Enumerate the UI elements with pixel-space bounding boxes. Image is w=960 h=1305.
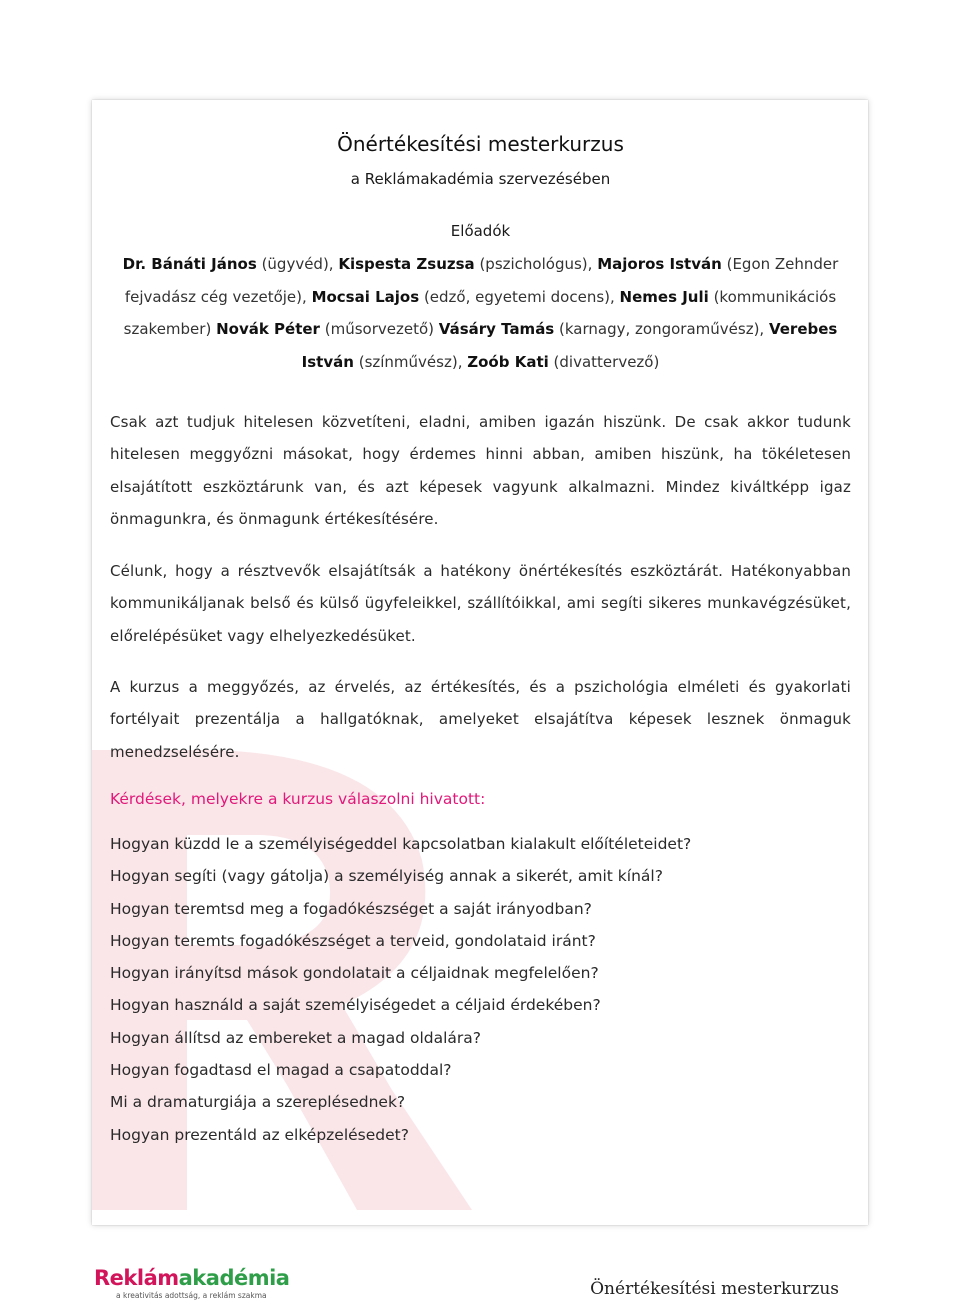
presenter: [338, 255, 592, 273]
presenter-role: (divattervező): [553, 352, 660, 371]
presenter-role: (Egon Zehnder fejvadász cég vezetője),: [124, 255, 839, 306]
presenter: [467, 353, 659, 371]
presenter-role: (ügyvéd),: [261, 255, 334, 273]
document-title: Önértékesítési mesterkurzus: [337, 132, 624, 156]
questions-heading: Kérdések, melyekre a kurzus válaszolni hivatott:: [110, 790, 486, 808]
presenter-role: (műsorvezető): [324, 320, 434, 338]
logo-word-2: akadémia: [178, 1266, 290, 1290]
presenter: [216, 320, 434, 338]
logo-word-1: eklám: [109, 1266, 179, 1290]
presenters-list: [110, 248, 851, 378]
question-item: Hogyan irányítsd mások gondolatait a céljaidnak megfelelően?: [110, 964, 599, 983]
presenter-role: (kommunikációs szakember): [123, 287, 837, 338]
presenter-name: Dr. Bánáti János: [122, 255, 257, 273]
logo-tagline: a kreativitás adottság, a reklám szakma: [116, 1291, 267, 1300]
question-item: Mi a dramaturgiája a szereplésednek?: [110, 1093, 406, 1112]
presenter-name: Mocsai Lajos: [311, 287, 420, 306]
presenter: [312, 288, 615, 306]
presenter: [123, 255, 334, 273]
question-item: Hogyan küzdd le a személyiségeddel kapcsolatban kialakult előítéleteidet?: [110, 835, 692, 853]
question-item: Hogyan segíti (vagy gátolja) a személyiség annak a sikerét, amit kínál?: [110, 867, 663, 886]
intro-paragraph: Csak azt tudjuk hitelesen közvetíteni, eladni, amiben igazán hiszünk. De csak akkor tudunk hitelesen meggyőzni másokat, hogy érdemes hinni abban, amiben hiszünk, ha tökéletesen elsajátított eszköztárunk van, és azt képesek vagyunk alkalmazni. Mindez kiváltképp igaz önmagunkra, és önmagunk értékesítésére.: [110, 413, 851, 528]
footer-title: Önértékesítési mesterkurzus: [590, 1279, 839, 1299]
question-item: Hogyan állítsd az embereket a magad oldalára?: [110, 1028, 481, 1047]
logo-wordmark: [94, 1266, 289, 1290]
presenter-name: Kispesta Zsuzsa: [338, 255, 475, 273]
presenter-name: Zoób Kati: [467, 352, 549, 371]
question-item: Hogyan prezentáld az elképzelésedet?: [110, 1125, 409, 1144]
presenter-role: (karnagy, zongoraművész),: [559, 320, 765, 338]
document-subtitle: a Reklámakadémia szervezésében: [350, 170, 611, 188]
presenter-name: Nemes Juli: [619, 287, 709, 306]
questions-list: [110, 828, 691, 1151]
question-item: Hogyan teremts fogadókészséget a terveid, gondolataid iránt?: [110, 931, 596, 950]
presenter-name: Majoros István: [597, 255, 722, 273]
presenter: [439, 320, 764, 338]
reklamakademia-logo: [92, 1266, 290, 1302]
presenter-name: Novák Péter: [216, 320, 320, 338]
question-item: Hogyan teremtsd meg a fogadókészséget a saját irányodban?: [110, 899, 592, 918]
presenter-role: (edző, egyetemi docens),: [423, 287, 615, 306]
logo-r-icon: R: [94, 1266, 110, 1290]
question-item: Hogyan használd a saját személyiségedet a céljaid érdekében?: [110, 996, 601, 1015]
course-paragraph: A kurzus a meggyőzés, az érvelés, az értékesítés, és a pszichológia elméleti és gyakorlati fortélyait prezentálja a hallgatóknak, amelyeket elsajátítva képesek lesznek önmaguk menedzselésére.: [110, 678, 851, 761]
presenter-name: Verebes István: [301, 320, 838, 371]
presenter-role: (színművész),: [358, 352, 463, 371]
question-item: Hogyan fogadtasd el magad a csapatoddal?: [110, 1061, 452, 1080]
presenter-name: Vásáry Tamás: [438, 320, 555, 338]
presenter-role: (pszichológus),: [479, 255, 593, 273]
document-page: [92, 100, 868, 1225]
goal-paragraph: Célunk, hogy a résztvevők elsajátítsák a hatékony önértékesítés eszköztárát. Hatékonyabban kommunikáljanak belső és külső ügyfeleikkel, szállítóikkal, ami segíti sikeres munkavégzésüket, előrelépésüket vagy elhelyezkedésüket.: [110, 562, 851, 645]
presenters-heading: Előadók: [450, 222, 511, 240]
